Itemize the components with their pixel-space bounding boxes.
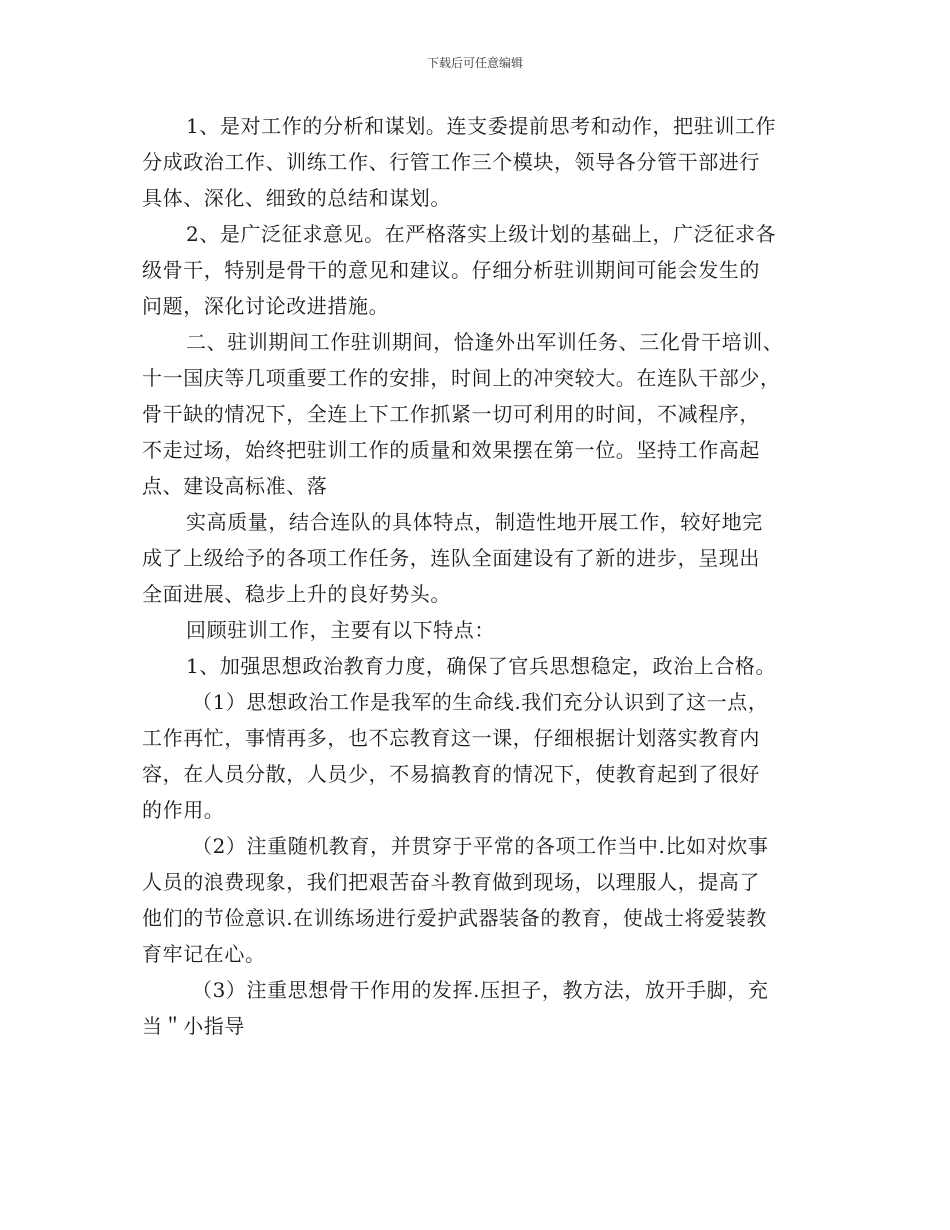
text-line: 1、加强思想政治教育力度，确保了官兵思想稳定，政治上合格。 [186,654,777,678]
text-line: 1、是对工作的分析和谋划。连支委提前思考和动作，把驻训工作 [186,114,777,138]
text-line: 全面进展、稳步上升的良好势头。 [142,582,451,606]
text-line: 具体、深化、细致的总结和谋划。 [142,186,451,210]
text-line: 问题，深化讨论改进措施。 [142,294,390,318]
text-line: 2、是广泛征求意见。在严格落实上级计划的基础上，广泛征求各 [186,222,777,246]
text-line: 人员的浪费现象，我们把艰苦奋斗教育做到现场，以理服人，提高了 [142,870,760,894]
text-line: 当＂小指导 [142,1014,245,1038]
text-line: （3）注重思想骨干作用的发挥.压担子，教方法，放开手脚，充 [192,978,769,1002]
text-line: （1）思想政治工作是我军的生命线.我们充分认识到了这一点， [192,690,769,714]
text-line: 回顾驻训工作，主要有以下特点： [186,618,495,642]
text-line: 级骨干，特别是骨干的意见和建议。仔细分析驻训期间可能会发生的 [142,258,760,282]
text-line: 十一国庆等几项重要工作的安排，时间上的冲突较大。在连队干部少， [142,366,781,390]
text-line: 成了上级给予的各项工作任务，连队全面建设有了新的进步，呈现出 [142,546,760,570]
document-body [142,108,810,1044]
text-line: 二、驻训期间工作驻训期间，恰逢外出军训任务、三化骨干培训、 [186,330,784,354]
header-note: 下载后可任意编辑 [426,56,523,70]
text-line: 实高质量，结合连队的具体特点，制造性地开展工作，较好地完 [186,510,763,534]
text-line: 工作再忙，事情再多，也不忘教育这一课，仔细根据计划落实教育内 [142,726,760,750]
text-line: 分成政治工作、训练工作、行管工作三个模块，领导各分管干部进行 [142,150,760,174]
text-line: 不走过场，始终把驻训工作的质量和效果摆在第一位。坚持工作高起 [142,438,760,462]
text-line: 点、建设高标准、落 [142,474,328,498]
text-line: 容，在人员分散，人员少，不易搞教育的情况下，使教育起到了很好 [142,762,760,786]
text-line: 的作用。 [142,798,225,822]
text-line: 他们的节俭意识.在训练场进行爱护武器装备的教育，使战士将爱装教 [142,906,767,930]
text-line: （2）注重随机教育，并贯穿于平常的各项工作当中.比如对炊事 [192,834,769,858]
text-line: 骨干缺的情况下，全连上下工作抓紧一切可利用的时间，不减程序， [142,402,760,426]
text-line: 育牢记在心。 [142,942,266,966]
